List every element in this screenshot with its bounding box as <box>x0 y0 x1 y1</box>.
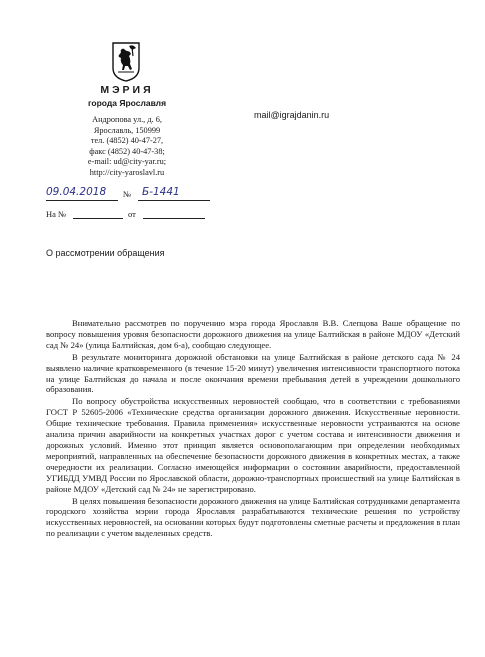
reference-row <box>46 209 216 223</box>
body-paragraph: По вопросу обустройства искусственных неровностей сообщаю, что в соответствии с требованиями ГОСТ Р 52605-2006 «Технические средства организации дорожного движения. Искусственные неровности. Общие технические требования. Правила применения» искусственные неровности устраиваются на основе анализа причин аварийности на конкретных участках дорог с учетом состава и интенсивности движения и дорожных условий. Именно этот принцип является основополагающим при определении необходимых мероприятий, направленных на обеспечение безопасности дорожного движения в конкретных местах, а также очередности их реализации. Согласно имеющейся информации о состоянии аварийности, предоставленной УГИБДД УМВД России по Ярославской области, дорожно-транспортных происшествий на улице Балтийская в районе МДОУ «Детский сад № 24» не зарегистрировано. <box>46 396 460 494</box>
registration-number: Б-1441 <box>142 186 180 198</box>
body-paragraph: В целях повышения безопасности дорожного движения на улице Балтийская сотрудниками департамента городского хозяйства мэрии города Ярославля разрабатываются технические решения по устройству искусственных неровностей, на основании которых будут подготовлены сметные расчеты и предложения в план по реализации с учетом выделенных средств. <box>46 495 460 539</box>
address-line: e-mail: ud@city-yar.ru; <box>87 157 167 167</box>
org-subtitle: города Ярославля <box>87 98 167 108</box>
address-line: тел. (4852) 40-47-27, <box>90 136 164 146</box>
address-line: факс (4852) 40-47-38; <box>89 146 165 156</box>
registration-row <box>46 188 216 204</box>
reference-number-blank <box>73 218 123 219</box>
number-sign: № <box>123 189 132 199</box>
address-line: Ярославль, 150999 <box>93 125 161 135</box>
reference-from: от <box>128 209 136 219</box>
org-address <box>62 115 192 179</box>
bear-coat-of-arms-icon <box>112 42 140 82</box>
letter-body <box>46 318 460 540</box>
body-paragraph: Внимательно рассмотрев по поручению мэра города Ярославля В.В. Слепцова Ваше обращение по вопросу повышения уровня безопасности дорожного движения на улице Балтийская в районе МДОУ «Детский сад № 24» (улица Балтийская, дом 6-а), сообщаю следующее. <box>46 318 460 350</box>
reference-prefix: На № <box>46 209 67 219</box>
date-underline <box>46 200 118 201</box>
recipient-email: mail@igrajdanin.ru <box>254 110 330 120</box>
address-line: http://city-yaroslavl.ru <box>89 167 165 177</box>
registration-date: 09.04.2018 <box>46 186 107 198</box>
number-underline <box>138 200 210 201</box>
body-paragraph: В результате мониторинга дорожной обстановки на улице Балтийская в районе детского сада № 24 выявлено наличие кратковременного (в течение 15-20 минут) увеличения интенсивности транспортного потока на улице Балтийская до начала и после окончания времени пребывания детей в учреждении дошкольного образования. <box>46 351 460 395</box>
reference-date-blank <box>143 218 205 219</box>
letter-subject: О рассмотрении обращения <box>46 248 165 258</box>
address-line: Андропова ул., д. 6, <box>92 115 162 124</box>
org-title: МЭРИЯ <box>100 84 154 96</box>
